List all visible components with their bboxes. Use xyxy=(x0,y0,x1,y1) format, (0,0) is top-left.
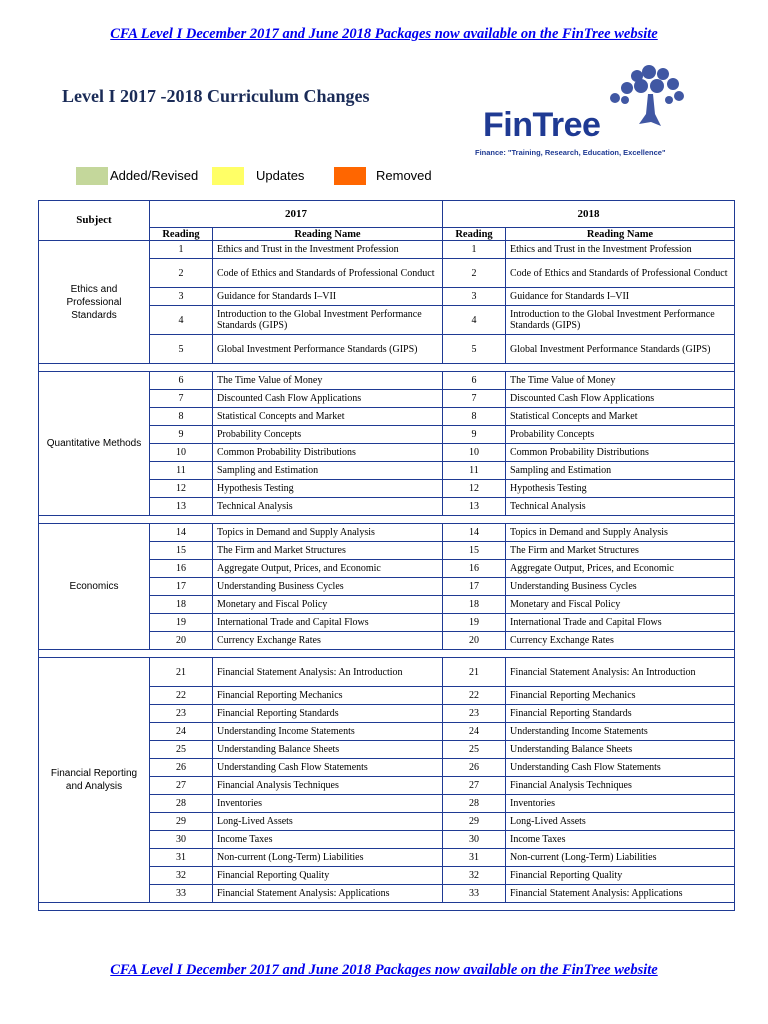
promo-banner-bottom[interactable]: CFA Level I December 2017 and June 2018 Packages now available on the FinTree website xyxy=(110,962,658,978)
group-separator-cell xyxy=(39,516,735,524)
reading-number-2018: 29 xyxy=(443,813,506,831)
reading-name-2018: Inventories xyxy=(506,795,735,813)
reading-number-2017: 11 xyxy=(150,462,213,480)
reading-name-2018: Common Probability Distributions xyxy=(506,444,735,462)
reading-name-2017: Financial Statement Analysis: An Introduction xyxy=(213,658,443,687)
fintree-logo xyxy=(465,64,717,160)
reading-number-2018: 9 xyxy=(443,426,506,444)
table-row xyxy=(39,658,735,687)
table-row xyxy=(39,372,735,390)
reading-name-2017: Currency Exchange Rates xyxy=(213,632,443,650)
legend-label-removed: Removed xyxy=(376,168,432,183)
legend-swatch-removed xyxy=(334,167,366,185)
reading-name-2017: Financial Reporting Standards xyxy=(213,705,443,723)
reading-name-2018: Financial Statement Analysis: An Introduction xyxy=(506,658,735,687)
reading-name-header-2017: Reading Name xyxy=(213,228,443,241)
reading-number-2018: 2 xyxy=(443,259,506,288)
reading-name-2018: Understanding Income Statements xyxy=(506,723,735,741)
reading-number-2017: 10 xyxy=(150,444,213,462)
reading-name-2017: Statistical Concepts and Market xyxy=(213,408,443,426)
logo-wordmark: FinTree xyxy=(483,106,601,144)
reading-name-header-2018: Reading Name xyxy=(506,228,735,241)
reading-name-2018: Monetary and Fiscal Policy xyxy=(506,596,735,614)
reading-number-2018: 16 xyxy=(443,560,506,578)
reading-name-2018: Statistical Concepts and Market xyxy=(506,408,735,426)
reading-number-2017: 8 xyxy=(150,408,213,426)
reading-name-2018: Ethics and Trust in the Investment Profession xyxy=(506,241,735,259)
curriculum-table xyxy=(38,200,735,911)
reading-number-2018: 26 xyxy=(443,759,506,777)
group-separator-row xyxy=(39,903,735,911)
reading-number-2017: 5 xyxy=(150,335,213,364)
reading-name-2017: The Time Value of Money xyxy=(213,372,443,390)
reading-number-2017: 28 xyxy=(150,795,213,813)
reading-name-2017: Ethics and Trust in the Investment Profession xyxy=(213,241,443,259)
reading-name-2018: Global Investment Performance Standards (GIPS) xyxy=(506,335,735,364)
reading-number-2017: 32 xyxy=(150,867,213,885)
group-separator-row xyxy=(39,650,735,658)
reading-name-2017: Code of Ethics and Standards of Professional Conduct xyxy=(213,259,443,288)
reading-number-2018: 11 xyxy=(443,462,506,480)
reading-name-2017: Global Investment Performance Standards (GIPS) xyxy=(213,335,443,364)
reading-name-2017: Inventories xyxy=(213,795,443,813)
reading-name-2017: Discounted Cash Flow Applications xyxy=(213,390,443,408)
reading-name-2018: Financial Analysis Techniques xyxy=(506,777,735,795)
reading-name-2017: Hypothesis Testing xyxy=(213,480,443,498)
reading-name-2018: Financial Reporting Standards xyxy=(506,705,735,723)
reading-name-2018: Understanding Business Cycles xyxy=(506,578,735,596)
reading-number-2017: 9 xyxy=(150,426,213,444)
reading-number-2017: 20 xyxy=(150,632,213,650)
reading-number-2018: 13 xyxy=(443,498,506,516)
reading-name-2017: Technical Analysis xyxy=(213,498,443,516)
reading-name-2018: The Time Value of Money xyxy=(506,372,735,390)
reading-number-2018: 17 xyxy=(443,578,506,596)
reading-name-2018: Financial Reporting Quality xyxy=(506,867,735,885)
reading-name-2017: International Trade and Capital Flows xyxy=(213,614,443,632)
reading-name-2017: Understanding Income Statements xyxy=(213,723,443,741)
reading-name-2018: Understanding Balance Sheets xyxy=(506,741,735,759)
reading-name-2018: Sampling and Estimation xyxy=(506,462,735,480)
reading-number-2018: 24 xyxy=(443,723,506,741)
reading-number-2017: 16 xyxy=(150,560,213,578)
group-separator-cell xyxy=(39,903,735,911)
reading-number-2018: 7 xyxy=(443,390,506,408)
subject-cell: Financial Reporting and Analysis xyxy=(39,658,150,903)
reading-number-2018: 32 xyxy=(443,867,506,885)
reading-number-2018: 30 xyxy=(443,831,506,849)
reading-name-2018: Technical Analysis xyxy=(506,498,735,516)
reading-number-2018: 12 xyxy=(443,480,506,498)
reading-number-2018: 28 xyxy=(443,795,506,813)
reading-number-2018: 25 xyxy=(443,741,506,759)
reading-number-2017: 25 xyxy=(150,741,213,759)
reading-number-2018: 19 xyxy=(443,614,506,632)
reading-number-2018: 10 xyxy=(443,444,506,462)
reading-number-2017: 2 xyxy=(150,259,213,288)
reading-number-2017: 18 xyxy=(150,596,213,614)
reading-name-2018: Currency Exchange Rates xyxy=(506,632,735,650)
subject-header: Subject xyxy=(39,201,150,241)
reading-number-2018: 4 xyxy=(443,306,506,335)
reading-name-2018: Long-Lived Assets xyxy=(506,813,735,831)
reading-name-2017: Long-Lived Assets xyxy=(213,813,443,831)
reading-number-2017: 21 xyxy=(150,658,213,687)
promo-banner-top[interactable]: CFA Level I December 2017 and June 2018 Packages now available on the FinTree website xyxy=(110,26,658,42)
reading-number-2017: 3 xyxy=(150,288,213,306)
subject-cell: Economics xyxy=(39,524,150,650)
logo-tagline: Finance: "Training, Research, Education, Excellence" xyxy=(475,148,666,157)
reading-name-2017: Guidance for Standards I–VII xyxy=(213,288,443,306)
legend-swatch-updates xyxy=(212,167,244,185)
reading-number-2018: 21 xyxy=(443,658,506,687)
reading-name-2017: Financial Reporting Mechanics xyxy=(213,687,443,705)
reading-number-2017: 17 xyxy=(150,578,213,596)
reading-number-2017: 19 xyxy=(150,614,213,632)
legend-label-added: Added/Revised xyxy=(110,168,199,183)
reading-number-2018: 18 xyxy=(443,596,506,614)
reading-name-2018: Non-current (Long-Term) Liabilities xyxy=(506,849,735,867)
reading-name-2017: Financial Reporting Quality xyxy=(213,867,443,885)
reading-name-2018: Topics in Demand and Supply Analysis xyxy=(506,524,735,542)
reading-number-2017: 24 xyxy=(150,723,213,741)
reading-name-2018: Probability Concepts xyxy=(506,426,735,444)
reading-header-2017: Reading xyxy=(150,228,213,241)
reading-number-2018: 8 xyxy=(443,408,506,426)
reading-number-2017: 7 xyxy=(150,390,213,408)
year-2017-header: 2017 xyxy=(150,201,443,228)
reading-number-2018: 20 xyxy=(443,632,506,650)
legend-label-updates: Updates xyxy=(256,168,305,183)
reading-name-2017: Monetary and Fiscal Policy xyxy=(213,596,443,614)
reading-number-2018: 1 xyxy=(443,241,506,259)
year-2018-header: 2018 xyxy=(443,201,735,228)
reading-number-2017: 13 xyxy=(150,498,213,516)
reading-number-2017: 31 xyxy=(150,849,213,867)
reading-name-2018: Hypothesis Testing xyxy=(506,480,735,498)
reading-number-2017: 15 xyxy=(150,542,213,560)
reading-name-2017: Topics in Demand and Supply Analysis xyxy=(213,524,443,542)
reading-number-2017: 30 xyxy=(150,831,213,849)
reading-name-2018: Income Taxes xyxy=(506,831,735,849)
reading-name-2017: Financial Analysis Techniques xyxy=(213,777,443,795)
reading-name-2017: Introduction to the Global Investment Performance Standards (GIPS) xyxy=(213,306,443,335)
reading-number-2017: 26 xyxy=(150,759,213,777)
reading-name-2017: Probability Concepts xyxy=(213,426,443,444)
reading-number-2018: 33 xyxy=(443,885,506,903)
reading-number-2017: 27 xyxy=(150,777,213,795)
reading-name-2017: Sampling and Estimation xyxy=(213,462,443,480)
reading-name-2018: Understanding Cash Flow Statements xyxy=(506,759,735,777)
reading-name-2018: Financial Statement Analysis: Applications xyxy=(506,885,735,903)
reading-header-2018: Reading xyxy=(443,228,506,241)
reading-number-2018: 14 xyxy=(443,524,506,542)
group-separator-row xyxy=(39,516,735,524)
reading-number-2017: 1 xyxy=(150,241,213,259)
reading-number-2018: 31 xyxy=(443,849,506,867)
group-separator-cell xyxy=(39,650,735,658)
reading-number-2018: 22 xyxy=(443,687,506,705)
reading-number-2017: 23 xyxy=(150,705,213,723)
reading-number-2018: 6 xyxy=(443,372,506,390)
reading-number-2018: 23 xyxy=(443,705,506,723)
reading-name-2018: Code of Ethics and Standards of Professional Conduct xyxy=(506,259,735,288)
reading-name-2017: Common Probability Distributions xyxy=(213,444,443,462)
subject-cell: Quantitative Methods xyxy=(39,372,150,516)
reading-name-2018: The Firm and Market Structures xyxy=(506,542,735,560)
reading-number-2018: 3 xyxy=(443,288,506,306)
table-row xyxy=(39,241,735,259)
reading-number-2017: 33 xyxy=(150,885,213,903)
group-separator-row xyxy=(39,364,735,372)
reading-name-2018: Aggregate Output, Prices, and Economic xyxy=(506,560,735,578)
reading-name-2018: International Trade and Capital Flows xyxy=(506,614,735,632)
reading-name-2017: Understanding Business Cycles xyxy=(213,578,443,596)
reading-name-2017: Aggregate Output, Prices, and Economic xyxy=(213,560,443,578)
reading-name-2017: Non-current (Long-Term) Liabilities xyxy=(213,849,443,867)
reading-number-2018: 27 xyxy=(443,777,506,795)
reading-number-2017: 12 xyxy=(150,480,213,498)
reading-number-2017: 22 xyxy=(150,687,213,705)
reading-number-2017: 29 xyxy=(150,813,213,831)
subject-cell: Ethics and Professional Standards xyxy=(39,241,150,364)
reading-name-2017: Financial Statement Analysis: Applications xyxy=(213,885,443,903)
reading-name-2018: Discounted Cash Flow Applications xyxy=(506,390,735,408)
reading-name-2017: Income Taxes xyxy=(213,831,443,849)
page-title: Level I 2017 -2018 Curriculum Changes xyxy=(62,86,370,106)
reading-number-2017: 4 xyxy=(150,306,213,335)
reading-name-2018: Introduction to the Global Investment Performance Standards (GIPS) xyxy=(506,306,735,335)
reading-name-2018: Financial Reporting Mechanics xyxy=(506,687,735,705)
reading-number-2017: 14 xyxy=(150,524,213,542)
reading-number-2018: 15 xyxy=(443,542,506,560)
reading-number-2018: 5 xyxy=(443,335,506,364)
reading-name-2017: Understanding Cash Flow Statements xyxy=(213,759,443,777)
table-row xyxy=(39,524,735,542)
reading-number-2017: 6 xyxy=(150,372,213,390)
reading-name-2017: Understanding Balance Sheets xyxy=(213,741,443,759)
reading-name-2018: Guidance for Standards I–VII xyxy=(506,288,735,306)
reading-name-2017: The Firm and Market Structures xyxy=(213,542,443,560)
group-separator-cell xyxy=(39,364,735,372)
legend-swatch-added xyxy=(76,167,108,185)
